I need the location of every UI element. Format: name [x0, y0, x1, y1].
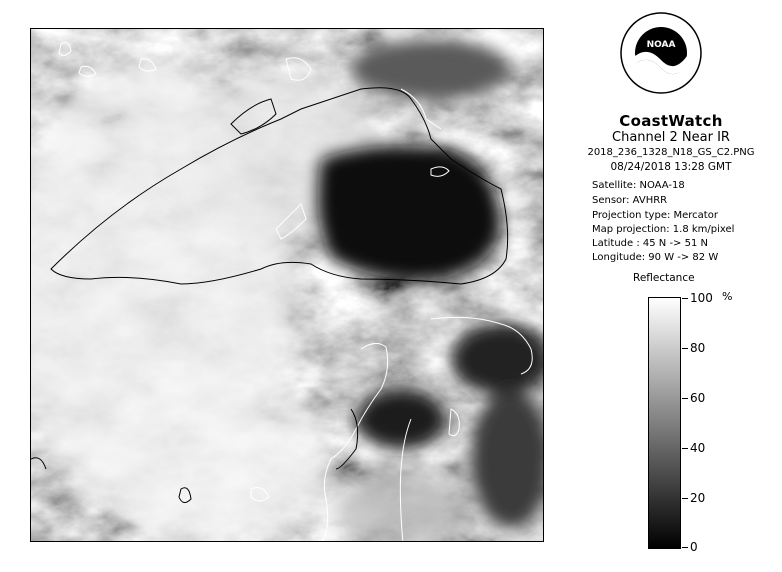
colorbar-unit: %	[722, 290, 733, 303]
colorbar-tick-label: 0	[690, 540, 698, 554]
colorbar	[648, 297, 681, 549]
product-title: CoastWatch	[619, 112, 723, 130]
datetime-label: 08/24/2018 13:28 GMT	[610, 161, 732, 173]
colorbar-tick-label: 60	[690, 391, 706, 405]
satellite-image	[30, 28, 544, 542]
colorbar-tick	[682, 348, 688, 349]
colorbar-tick	[682, 448, 688, 449]
latitude-label: Latitude : 45 N -> 51 N	[592, 238, 708, 249]
channel-label: Channel 2 Near IR	[612, 130, 730, 145]
map-projection-label: Map projection: 1.8 km/pixel	[592, 224, 735, 235]
colorbar-tick	[682, 547, 688, 548]
colorbar-tick-label: 80	[690, 341, 706, 355]
sensor-label: Sensor: AVHRR	[592, 195, 668, 206]
logo-text: NOAA	[646, 40, 676, 50]
filename-label: 2018_236_1328_N18_GS_C2.PNG	[587, 147, 755, 158]
noaa-logo	[620, 12, 702, 94]
satellite-label: Satellite: NOAA-18	[592, 180, 685, 191]
colorbar-title: Reflectance	[633, 272, 695, 284]
colorbar-tick-label: 40	[690, 441, 706, 455]
colorbar-tick	[682, 398, 688, 399]
colorbar-tick	[682, 498, 688, 499]
longitude-label: Longitude: 90 W -> 82 W	[592, 252, 719, 263]
projection-type-label: Projection type: Mercator	[592, 210, 718, 221]
colorbar-tick-label: 100	[690, 291, 713, 305]
colorbar-tick	[682, 298, 688, 299]
colorbar-tick-label: 20	[690, 491, 706, 505]
